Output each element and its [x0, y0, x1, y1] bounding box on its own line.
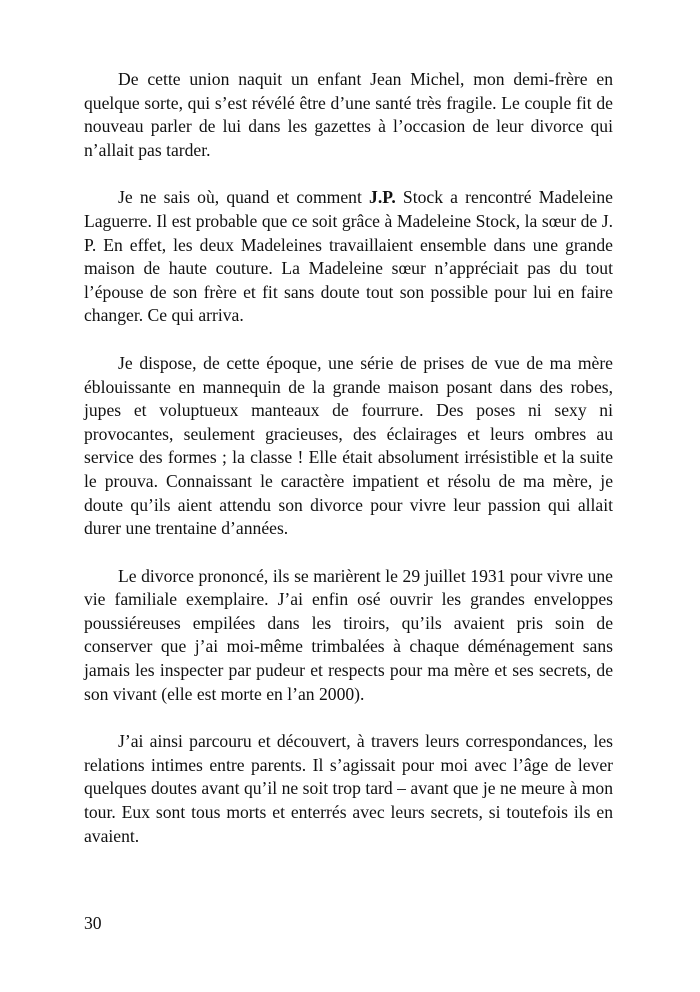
paragraph-2-text-start: Je ne sais où, quand et comment [118, 187, 370, 208]
paragraph-4: Le divorce prononcé, ils se marièrent le 29 juillet 1931 pour vivre une vie familiale exemplaire. J’ai enfin osé ouvrir les grandes enveloppes poussiéreuses empilées dans les tiroirs, qu’ils avaient pris soin de conserver que j’ai moi-même trimbalées à chaque déménagement sans jamais les inspecter par pudeur et respects pour ma mère et ses secrets, de son vivant (elle est morte en l’an 2000). [84, 565, 613, 704]
paragraph-5: J’ai ainsi parcouru et découvert, à travers leurs correspondances, les relations intimes entre parents. Il s’agissait pour moi avec l’âge de lever quelques doutes avant qu’il ne soit trop tard – avant que je ne meure à mon tour. Eux sont tous morts et enterrés avec leurs secrets, si toutefois ils en avaient. [84, 731, 613, 846]
paragraph-1: De cette union naquit un enfant Jean Michel, mon demi-frère en quelque sorte, qui s’est révélé être d’une santé très fragile. Le couple fit de nouveau parler de lui dans les gazettes à l’occasion de leur divorce qui n’allait pas tarder. [84, 69, 613, 160]
paragraph-2-bold-initials: J.P. [369, 187, 396, 208]
paragraph-3: Je dispose, de cette époque, une série de prises de vue de ma mère éblouissante en mannequin de la grande maison posant dans des robes, jupes et voluptueux manteaux de fourrure. Des poses ni sexy ni provocantes, seulement gracieuses, des éclairages et leurs ombres au service des formes ; la classe ! Elle était absolument irrésistible et la suite le prouva. Connaissant le caractère impatient et résolu de ma mère, je doute qu’ils aient attendu son divorce pour vivre leur passion qui allait durer une trentaine d’années. [84, 352, 613, 539]
paragraph-2-text-end: Stock a rencontré Madeleine Laguerre. Il est probable que ce soit grâce à Madeleine Stock, la sœur de J. P. En effet, les deux Madeleines travaillaient ensemble dans une grande maison de haute couture. La Madeleine sœur n’appréciait pas du tout l’épouse de son frère et fit sans doute tout son possible pour lui en faire changer. Ce qui arriva. [84, 187, 613, 326]
paragraph-2 [84, 186, 613, 328]
page-body [84, 68, 613, 848]
page-number: 30 [84, 913, 102, 933]
